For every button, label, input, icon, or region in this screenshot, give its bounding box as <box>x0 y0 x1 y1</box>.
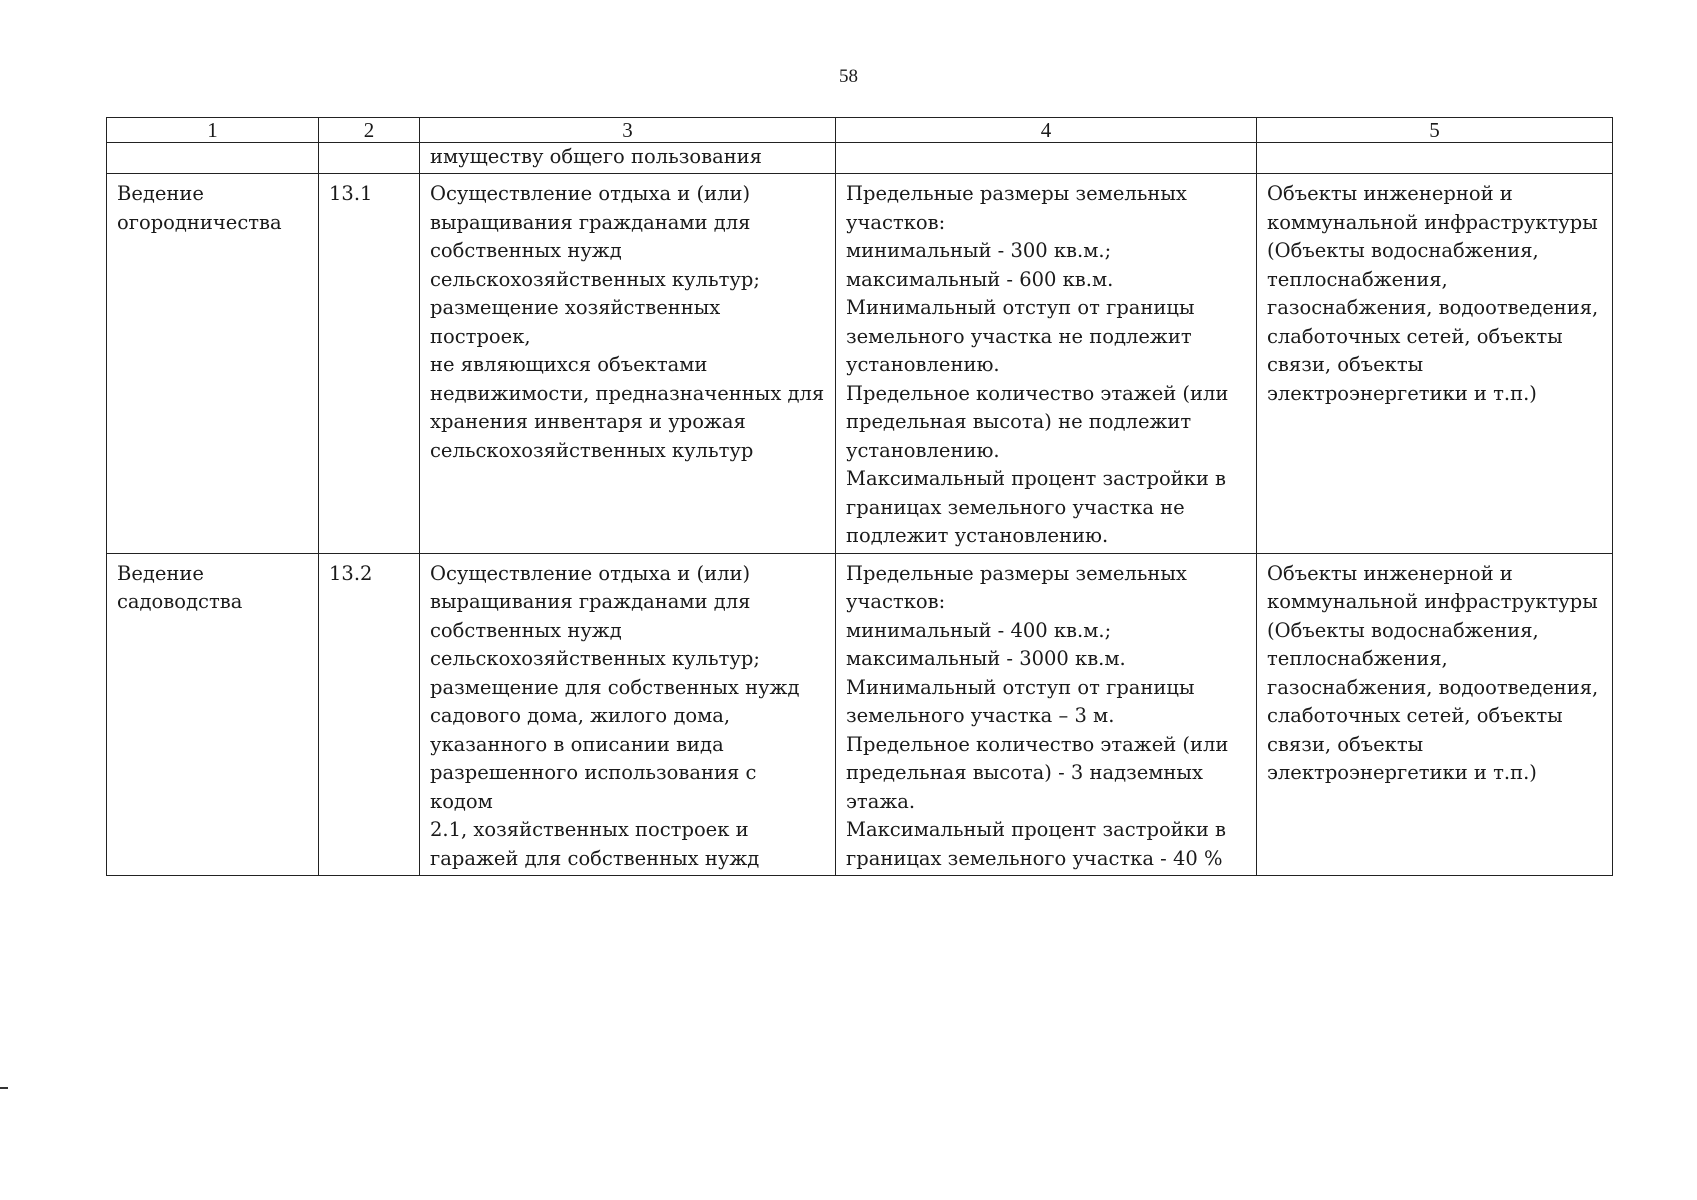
table-row <box>107 174 1613 554</box>
continuation-cell-1 <box>107 143 319 174</box>
header-cell-4: 4 <box>836 118 1257 143</box>
use-code-cell: 13.1 <box>319 174 420 554</box>
use-code-cell: 13.2 <box>319 553 420 876</box>
continuation-cell-2 <box>319 143 420 174</box>
continuation-cell-4 <box>836 143 1257 174</box>
continuation-cell-5 <box>1257 143 1613 174</box>
use-name-cell: Ведение огородничества <box>107 174 319 554</box>
continuation-row <box>107 143 1613 174</box>
margin-mark <box>0 1087 8 1089</box>
infrastructure-objects-cell: Объекты инженерной и коммунальной инфраструктуры (Объекты водоснабжения, теплоснабжения, газоснабжения, водоотведения, слаботочных сетей, объекты связи, объекты электроэнергетики и т.п.) <box>1257 553 1613 876</box>
land-use-table <box>106 117 1613 876</box>
parameters-cell: Предельные размеры земельных участков: минимальный - 400 кв.м.; максимальный - 3000 кв.м. Минимальный отступ от границы земельного участка – 3 м. Предельное количество этажей (или предельная высота) - 3 надземных этажа. Максимальный процент застройки в границах земельного участка - 40 % <box>836 553 1257 876</box>
header-cell-5: 5 <box>1257 118 1613 143</box>
parameters-cell: Предельные размеры земельных участков: минимальный - 300 кв.м.; максимальный - 600 кв.м. Минимальный отступ от границы земельного участка не подлежит установлению. Предельное количество этажей (или предельная высота) не подлежит установлению. Максимальный процент застройки в границах земельного участка не подлежит установлению. <box>836 174 1257 554</box>
use-name-cell: Ведение садоводства <box>107 553 319 876</box>
header-cell-3: 3 <box>420 118 836 143</box>
header-row <box>107 118 1613 143</box>
continuation-cell-3: имуществу общего пользования <box>420 143 836 174</box>
use-description-cell: Осуществление отдыха и (или) выращивания гражданами для собственных нужд сельскохозяйственных культур; размещение хозяйственных построек, не являющихся объектами недвижимости, предназначенных для хранения инвентаря и урожая сельскохозяйственных культур <box>420 174 836 554</box>
infrastructure-objects-cell: Объекты инженерной и коммунальной инфраструктуры (Объекты водоснабжения, теплоснабжения, газоснабжения, водоотведения, слаботочных сетей, объекты связи, объекты электроэнергетики и т.п.) <box>1257 174 1613 554</box>
header-cell-1: 1 <box>107 118 319 143</box>
page-number: 58 <box>839 66 858 87</box>
header-cell-2: 2 <box>319 118 420 143</box>
use-description-cell: Осуществление отдыха и (или) выращивания гражданами для собственных нужд сельскохозяйственных культур; размещение для собственных нужд садового дома, жилого дома, указанного в описании вида разрешенного использования с кодом 2.1, хозяйственных построек и гаражей для собственных нужд <box>420 553 836 876</box>
table-row <box>107 553 1613 876</box>
